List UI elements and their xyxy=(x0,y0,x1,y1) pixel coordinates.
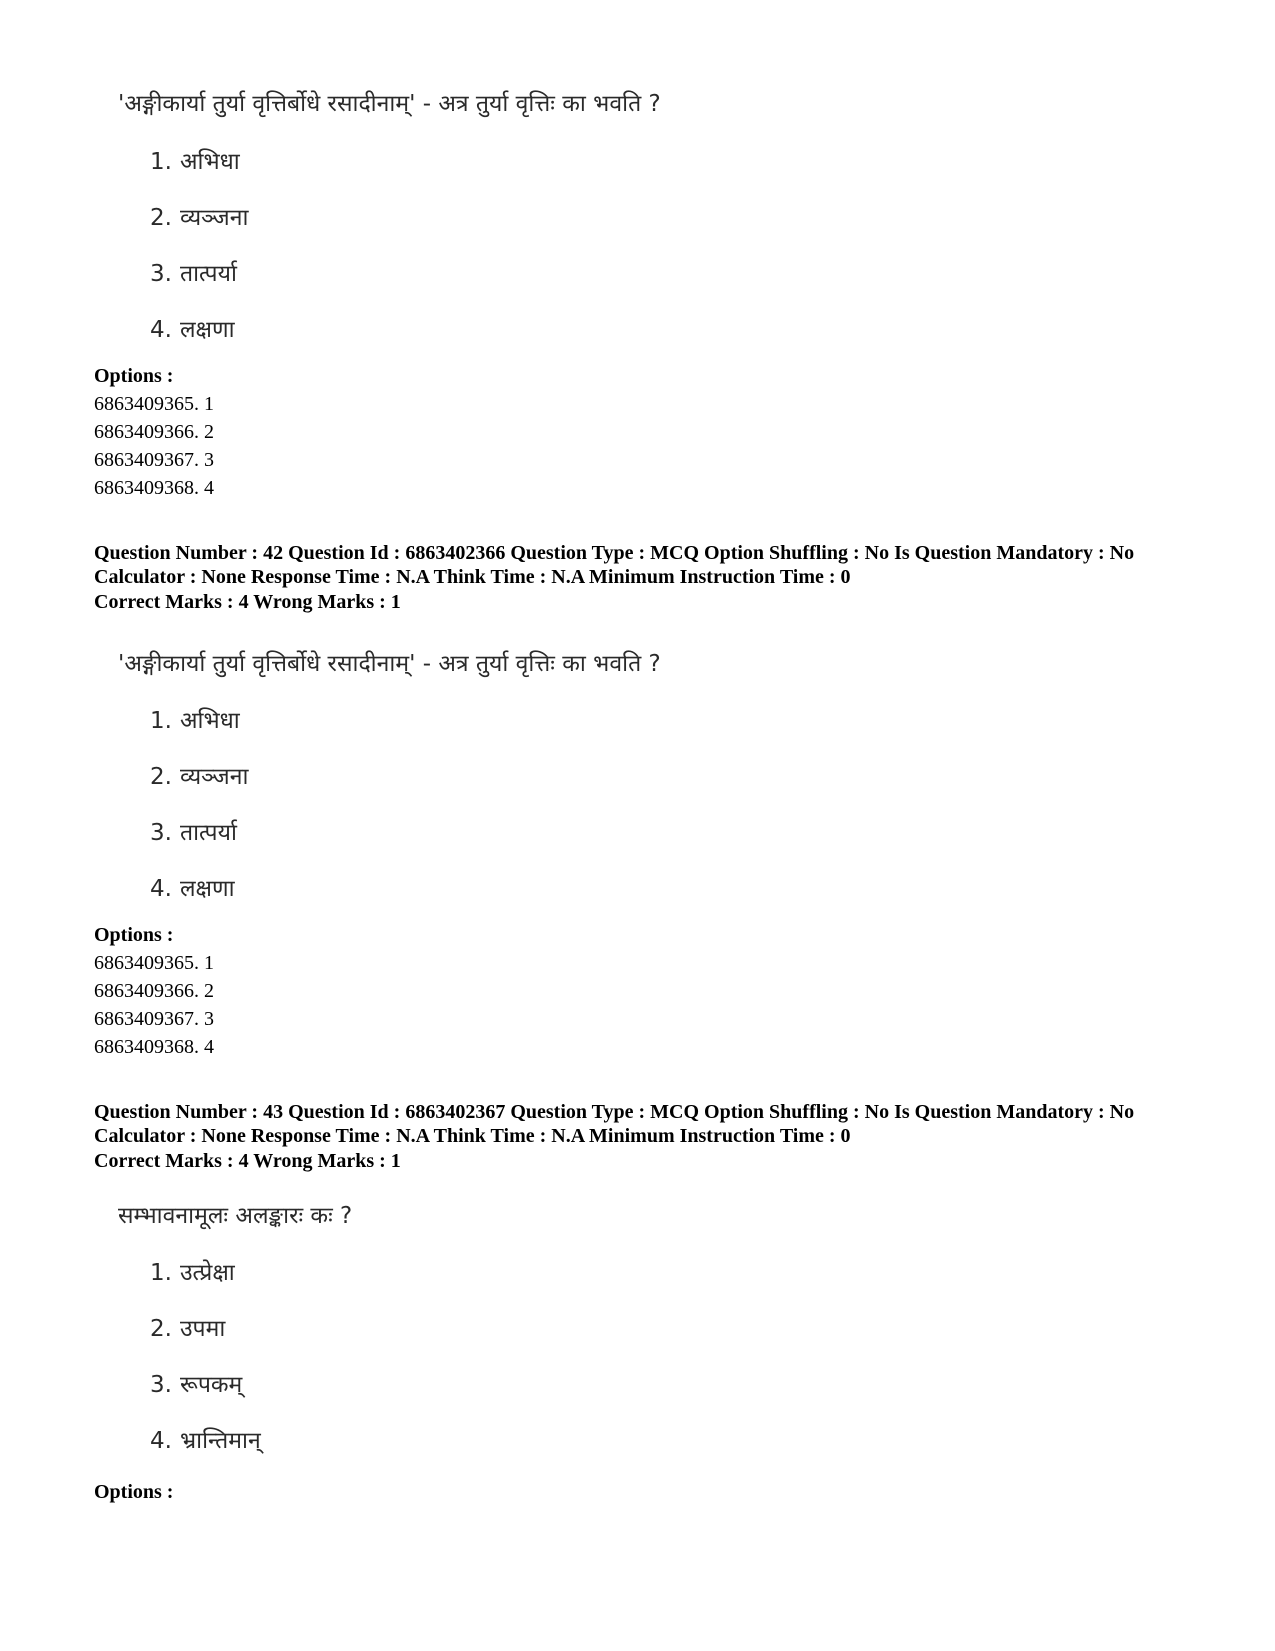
choice-text: लक्षणा xyxy=(179,876,235,902)
choice-item xyxy=(150,1255,235,1287)
choice-item xyxy=(150,703,240,735)
option-id-line: 6863409366. 2 xyxy=(94,421,214,443)
question-meta: Question Number : 42 Question Id : 6863402366 Question Type : MCQ Option Shuffling : No Is Question Mandatory : No Calculator : None Response Time : N.A Think Time : N.A Minimum Instruction Time : 0 xyxy=(94,542,1135,588)
choice-text: उत्प्रेक्षा xyxy=(179,1260,235,1286)
choice-text: अभिधा xyxy=(179,149,240,175)
options-heading: Options : xyxy=(94,365,174,387)
option-id-line: 6863409367. 3 xyxy=(94,449,214,471)
options-heading: Options : xyxy=(94,924,174,946)
choice-text: तात्पर्या xyxy=(179,261,237,287)
choice-number: 2. xyxy=(150,205,172,231)
choice-item xyxy=(150,1367,242,1399)
choice-number: 4. xyxy=(150,876,172,902)
option-id-line: 6863409366. 2 xyxy=(94,980,214,1002)
question-text: 'अङ्गीकार्या तुर्या वृत्तिर्बोधे रसादीनाम्' - अत्र तुर्या वृत्तिः का भवति ? xyxy=(118,651,661,677)
question-text: 'अङ्गीकार्या तुर्या वृत्तिर्बोधे रसादीनाम्' - अत्र तुर्या वृत्तिः का भवति ? xyxy=(118,91,661,117)
choice-number: 3. xyxy=(150,261,172,287)
choice-item xyxy=(150,200,248,232)
choice-number: 4. xyxy=(150,1428,172,1454)
choice-number: 4. xyxy=(150,317,172,343)
question-meta: Question Number : 43 Question Id : 6863402367 Question Type : MCQ Option Shuffling : No Is Question Mandatory : No Calculator : None Response Time : N.A Think Time : N.A Minimum Instruction Time : 0 xyxy=(94,1101,1135,1147)
choice-number: 2. xyxy=(150,764,172,790)
choice-text: रूपकम् xyxy=(179,1372,243,1398)
choice-item xyxy=(150,1311,225,1343)
choice-item xyxy=(150,759,248,791)
choice-number: 3. xyxy=(150,820,172,846)
choice-number: 3. xyxy=(150,1372,172,1398)
choice-text: भ्रान्तिमान् xyxy=(179,1428,261,1454)
marks-line: Correct Marks : 4 Wrong Marks : 1 xyxy=(94,591,401,613)
choice-item xyxy=(150,144,240,176)
choice-item xyxy=(150,1423,261,1455)
choice-text: व्यञ्जना xyxy=(179,205,249,231)
option-id-line: 6863409368. 4 xyxy=(94,477,214,499)
question-text: सम्भावनामूलः अलङ्कारः कः ? xyxy=(118,1203,353,1229)
choice-item xyxy=(150,256,237,288)
option-id-line: 6863409365. 1 xyxy=(94,952,214,974)
marks-line: Correct Marks : 4 Wrong Marks : 1 xyxy=(94,1150,401,1172)
option-id-line: 6863409365. 1 xyxy=(94,393,214,415)
choice-item xyxy=(150,871,235,903)
choice-number: 1. xyxy=(150,1260,172,1286)
option-id-line: 6863409367. 3 xyxy=(94,1008,214,1030)
choice-number: 1. xyxy=(150,708,172,734)
options-heading: Options : xyxy=(94,1481,174,1503)
choice-number: 2. xyxy=(150,1316,172,1342)
choice-text: अभिधा xyxy=(179,708,240,734)
choice-text: लक्षणा xyxy=(179,317,235,343)
choice-text: उपमा xyxy=(179,1316,226,1342)
choice-text: तात्पर्या xyxy=(179,820,237,846)
choice-item xyxy=(150,815,237,847)
choice-text: व्यञ्जना xyxy=(179,764,249,790)
choice-number: 1. xyxy=(150,149,172,175)
option-id-line: 6863409368. 4 xyxy=(94,1036,214,1058)
choice-item xyxy=(150,312,235,344)
